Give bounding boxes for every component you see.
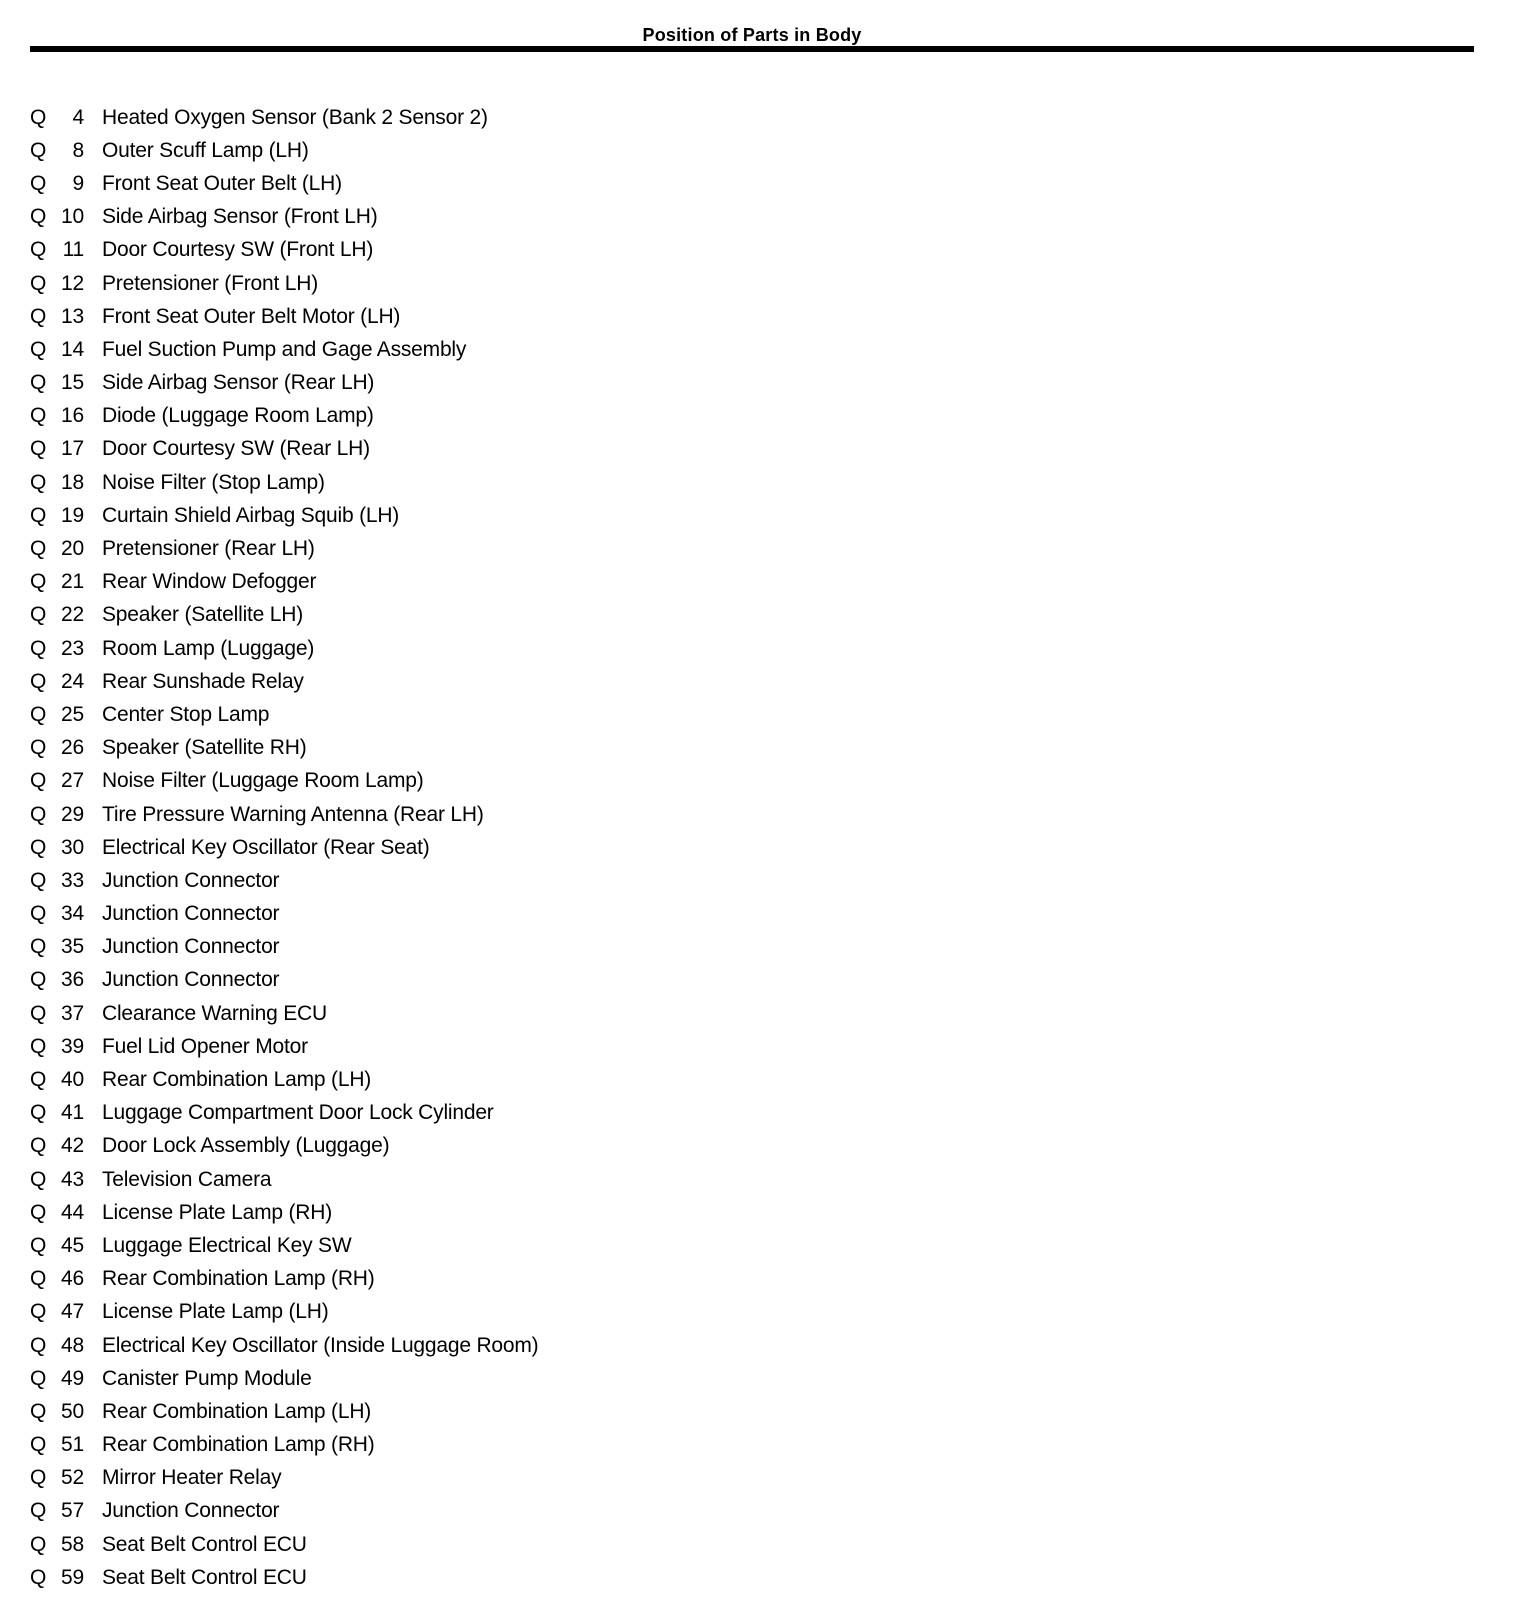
part-row — [30, 201, 1520, 234]
part-code-number: 17 — [61, 437, 84, 461]
part-code-number: 36 — [61, 968, 84, 992]
part-description: Junction Connector — [102, 868, 280, 892]
part-row — [30, 267, 1520, 300]
part-code-number: 45 — [61, 1233, 84, 1257]
part-description: Seat Belt Control ECU — [102, 1565, 307, 1589]
part-code-letter: Q — [30, 835, 47, 859]
part-row — [30, 931, 1520, 964]
part-code-letter: Q — [30, 1001, 47, 1025]
part-code-number: 16 — [61, 404, 84, 428]
part-row — [30, 532, 1520, 565]
part-description: Junction Connector — [102, 935, 280, 959]
part-code-letter: Q — [30, 171, 47, 195]
part-code-number: 59 — [61, 1565, 84, 1589]
part-description: Side Airbag Sensor (Rear LH) — [102, 371, 375, 395]
part-row — [30, 997, 1520, 1030]
part-code-number: 23 — [61, 636, 84, 660]
part-row — [30, 665, 1520, 698]
part-row — [30, 1329, 1520, 1362]
part-code-letter: Q — [30, 935, 47, 959]
part-description: Speaker (Satellite RH) — [102, 736, 307, 760]
part-code-letter: Q — [30, 868, 47, 892]
part-description: Front Seat Outer Belt (LH) — [102, 171, 342, 195]
part-code-letter: Q — [30, 1565, 47, 1589]
part-row — [30, 1561, 1520, 1594]
part-description: Outer Scuff Lamp (LH) — [102, 138, 309, 162]
part-row — [30, 1030, 1520, 1063]
part-code-number: 20 — [61, 537, 84, 561]
part-code-number: 26 — [61, 736, 84, 760]
part-row — [30, 1362, 1520, 1395]
part-code-letter: Q — [30, 669, 47, 693]
part-code-number: 58 — [61, 1532, 84, 1556]
part-code-letter: Q — [30, 736, 47, 760]
part-code-number: 37 — [61, 1001, 84, 1025]
part-code-letter: Q — [30, 537, 47, 561]
part-description: Electrical Key Oscillator (Rear Seat) — [102, 835, 430, 859]
header-rule — [30, 46, 1474, 52]
part-row — [30, 1196, 1520, 1229]
part-row — [30, 864, 1520, 897]
part-code-letter: Q — [30, 1034, 47, 1058]
part-row — [30, 732, 1520, 765]
part-row — [30, 831, 1520, 864]
part-row — [30, 234, 1520, 267]
part-code-number: 11 — [62, 238, 84, 262]
part-row — [30, 1528, 1520, 1561]
part-description: Front Seat Outer Belt Motor (LH) — [102, 304, 401, 328]
part-code-letter: Q — [30, 968, 47, 992]
part-row — [30, 1063, 1520, 1096]
part-row — [30, 1495, 1520, 1528]
part-code-number: 8 — [72, 138, 84, 162]
part-row — [30, 1263, 1520, 1296]
part-description: License Plate Lamp (RH) — [102, 1200, 332, 1224]
part-code-letter: Q — [30, 702, 47, 726]
part-row — [30, 1429, 1520, 1462]
part-row — [30, 167, 1520, 200]
part-description: Door Lock Assembly (Luggage) — [102, 1134, 390, 1158]
part-description: Room Lamp (Luggage) — [102, 636, 315, 660]
part-row — [30, 499, 1520, 532]
part-row — [30, 1229, 1520, 1262]
part-code-letter: Q — [30, 636, 47, 660]
part-row — [30, 898, 1520, 931]
part-description: Rear Combination Lamp (RH) — [102, 1267, 375, 1291]
part-code-number: 51 — [61, 1433, 84, 1457]
part-row — [30, 300, 1520, 333]
part-code-number: 52 — [61, 1466, 84, 1490]
part-code-number: 19 — [61, 503, 84, 527]
part-code-letter: Q — [30, 105, 47, 129]
part-code-letter: Q — [30, 371, 47, 395]
part-description: License Plate Lamp (LH) — [102, 1300, 329, 1324]
part-description: Pretensioner (Front LH) — [102, 271, 318, 295]
part-row — [30, 566, 1520, 599]
part-row — [30, 433, 1520, 466]
part-code-letter: Q — [30, 802, 47, 826]
part-description: Tire Pressure Warning Antenna (Rear LH) — [102, 802, 484, 826]
part-code-letter: Q — [30, 138, 47, 162]
part-row — [30, 1097, 1520, 1130]
part-code-letter: Q — [30, 205, 47, 229]
part-code-number: 29 — [61, 802, 84, 826]
part-code-letter: Q — [30, 1333, 47, 1357]
part-code-number: 57 — [61, 1499, 84, 1523]
part-code-letter: Q — [30, 271, 47, 295]
part-code-letter: Q — [30, 769, 47, 793]
part-description: Speaker (Satellite LH) — [102, 603, 304, 627]
part-description: Clearance Warning ECU — [102, 1001, 327, 1025]
part-code-letter: Q — [30, 1499, 47, 1523]
part-code-number: 9 — [72, 171, 84, 195]
part-row — [30, 698, 1520, 731]
part-row — [30, 1130, 1520, 1163]
part-code-letter: Q — [30, 437, 47, 461]
part-code-letter: Q — [30, 1134, 47, 1158]
part-code-letter: Q — [30, 1433, 47, 1457]
part-code-number: 39 — [61, 1034, 84, 1058]
part-code-number: 15 — [61, 371, 84, 395]
part-code-number: 41 — [61, 1101, 84, 1125]
part-row — [30, 1395, 1520, 1428]
part-code-letter: Q — [30, 337, 47, 361]
part-code-number: 34 — [61, 902, 84, 926]
part-row — [30, 964, 1520, 997]
part-code-letter: Q — [30, 503, 47, 527]
part-description: Rear Sunshade Relay — [102, 669, 304, 693]
part-description: Fuel Lid Opener Motor — [102, 1034, 308, 1058]
part-code-number: 24 — [61, 669, 84, 693]
part-description: Electrical Key Oscillator (Inside Luggage Room) — [102, 1333, 539, 1357]
part-code-letter: Q — [30, 1101, 47, 1125]
part-code-number: 46 — [61, 1267, 84, 1291]
part-code-letter: Q — [30, 902, 47, 926]
part-row — [30, 466, 1520, 499]
part-code-number: 42 — [61, 1134, 84, 1158]
part-code-number: 10 — [61, 205, 84, 229]
part-code-number: 21 — [61, 570, 84, 594]
part-code-number: 40 — [61, 1068, 84, 1092]
part-code-number: 48 — [61, 1333, 84, 1357]
part-row — [30, 134, 1520, 167]
part-description: Luggage Electrical Key SW — [102, 1233, 352, 1257]
part-code-number: 33 — [61, 868, 84, 892]
part-code-number: 44 — [61, 1200, 84, 1224]
part-description: Noise Filter (Luggage Room Lamp) — [102, 769, 424, 793]
part-code-letter: Q — [30, 1167, 47, 1191]
part-description: Center Stop Lamp — [102, 702, 270, 726]
part-description: Door Courtesy SW (Rear LH) — [102, 437, 370, 461]
parts-list — [30, 101, 1520, 1594]
part-code-letter: Q — [30, 1366, 47, 1390]
part-description: Curtain Shield Airbag Squib (LH) — [102, 503, 400, 527]
part-row — [30, 599, 1520, 632]
part-code-letter: Q — [30, 238, 47, 262]
part-description: Heated Oxygen Sensor (Bank 2 Sensor 2) — [102, 105, 488, 129]
part-description: Noise Filter (Stop Lamp) — [102, 470, 325, 494]
part-description: Junction Connector — [102, 1499, 280, 1523]
part-code-number: 27 — [61, 769, 84, 793]
part-code-letter: Q — [30, 1399, 47, 1423]
part-code-letter: Q — [30, 1233, 47, 1257]
part-description: Television Camera — [102, 1167, 272, 1191]
part-description: Rear Combination Lamp (LH) — [102, 1068, 372, 1092]
part-description: Rear Window Defogger — [102, 570, 317, 594]
part-code-number: 12 — [61, 271, 84, 295]
part-row — [30, 101, 1520, 134]
part-description: Fuel Suction Pump and Gage Assembly — [102, 337, 467, 361]
part-code-letter: Q — [30, 1532, 47, 1556]
page-title: Position of Parts in Body — [642, 25, 862, 45]
part-code-letter: Q — [30, 1267, 47, 1291]
part-code-letter: Q — [30, 304, 47, 328]
part-code-letter: Q — [30, 1068, 47, 1092]
part-row — [30, 333, 1520, 366]
part-description: Seat Belt Control ECU — [102, 1532, 307, 1556]
part-row — [30, 1296, 1520, 1329]
part-code-number: 22 — [61, 603, 84, 627]
part-code-number: 30 — [61, 835, 84, 859]
part-code-number: 35 — [61, 935, 84, 959]
part-description: Junction Connector — [102, 968, 280, 992]
part-code-letter: Q — [30, 1200, 47, 1224]
part-description: Diode (Luggage Room Lamp) — [102, 404, 374, 428]
part-row — [30, 798, 1520, 831]
part-code-number: 47 — [61, 1300, 84, 1324]
part-code-letter: Q — [30, 404, 47, 428]
part-description: Luggage Compartment Door Lock Cylinder — [102, 1101, 494, 1125]
part-code-number: 49 — [61, 1366, 84, 1390]
part-code-letter: Q — [30, 570, 47, 594]
part-description: Canister Pump Module — [102, 1366, 312, 1390]
part-description: Junction Connector — [102, 902, 280, 926]
part-description: Rear Combination Lamp (RH) — [102, 1433, 375, 1457]
part-code-number: 18 — [61, 470, 84, 494]
part-code-letter: Q — [30, 1466, 47, 1490]
part-row — [30, 632, 1520, 665]
part-row — [30, 367, 1520, 400]
part-description: Mirror Heater Relay — [102, 1466, 282, 1490]
part-description: Side Airbag Sensor (Front LH) — [102, 205, 378, 229]
part-description: Rear Combination Lamp (LH) — [102, 1399, 372, 1423]
page-header — [0, 0, 1520, 52]
part-code-letter: Q — [30, 603, 47, 627]
part-code-letter: Q — [30, 1300, 47, 1324]
part-code-number: 25 — [61, 702, 84, 726]
part-row — [30, 400, 1520, 433]
part-description: Pretensioner (Rear LH) — [102, 537, 315, 561]
part-code-number: 13 — [61, 304, 84, 328]
part-code-number: 14 — [61, 337, 84, 361]
part-code-letter: Q — [30, 470, 47, 494]
part-row — [30, 1163, 1520, 1196]
part-code-number: 50 — [61, 1399, 84, 1423]
part-code-number: 4 — [72, 105, 84, 129]
part-code-number: 43 — [61, 1167, 84, 1191]
part-row — [30, 765, 1520, 798]
part-row — [30, 1462, 1520, 1495]
part-description: Door Courtesy SW (Front LH) — [102, 238, 374, 262]
